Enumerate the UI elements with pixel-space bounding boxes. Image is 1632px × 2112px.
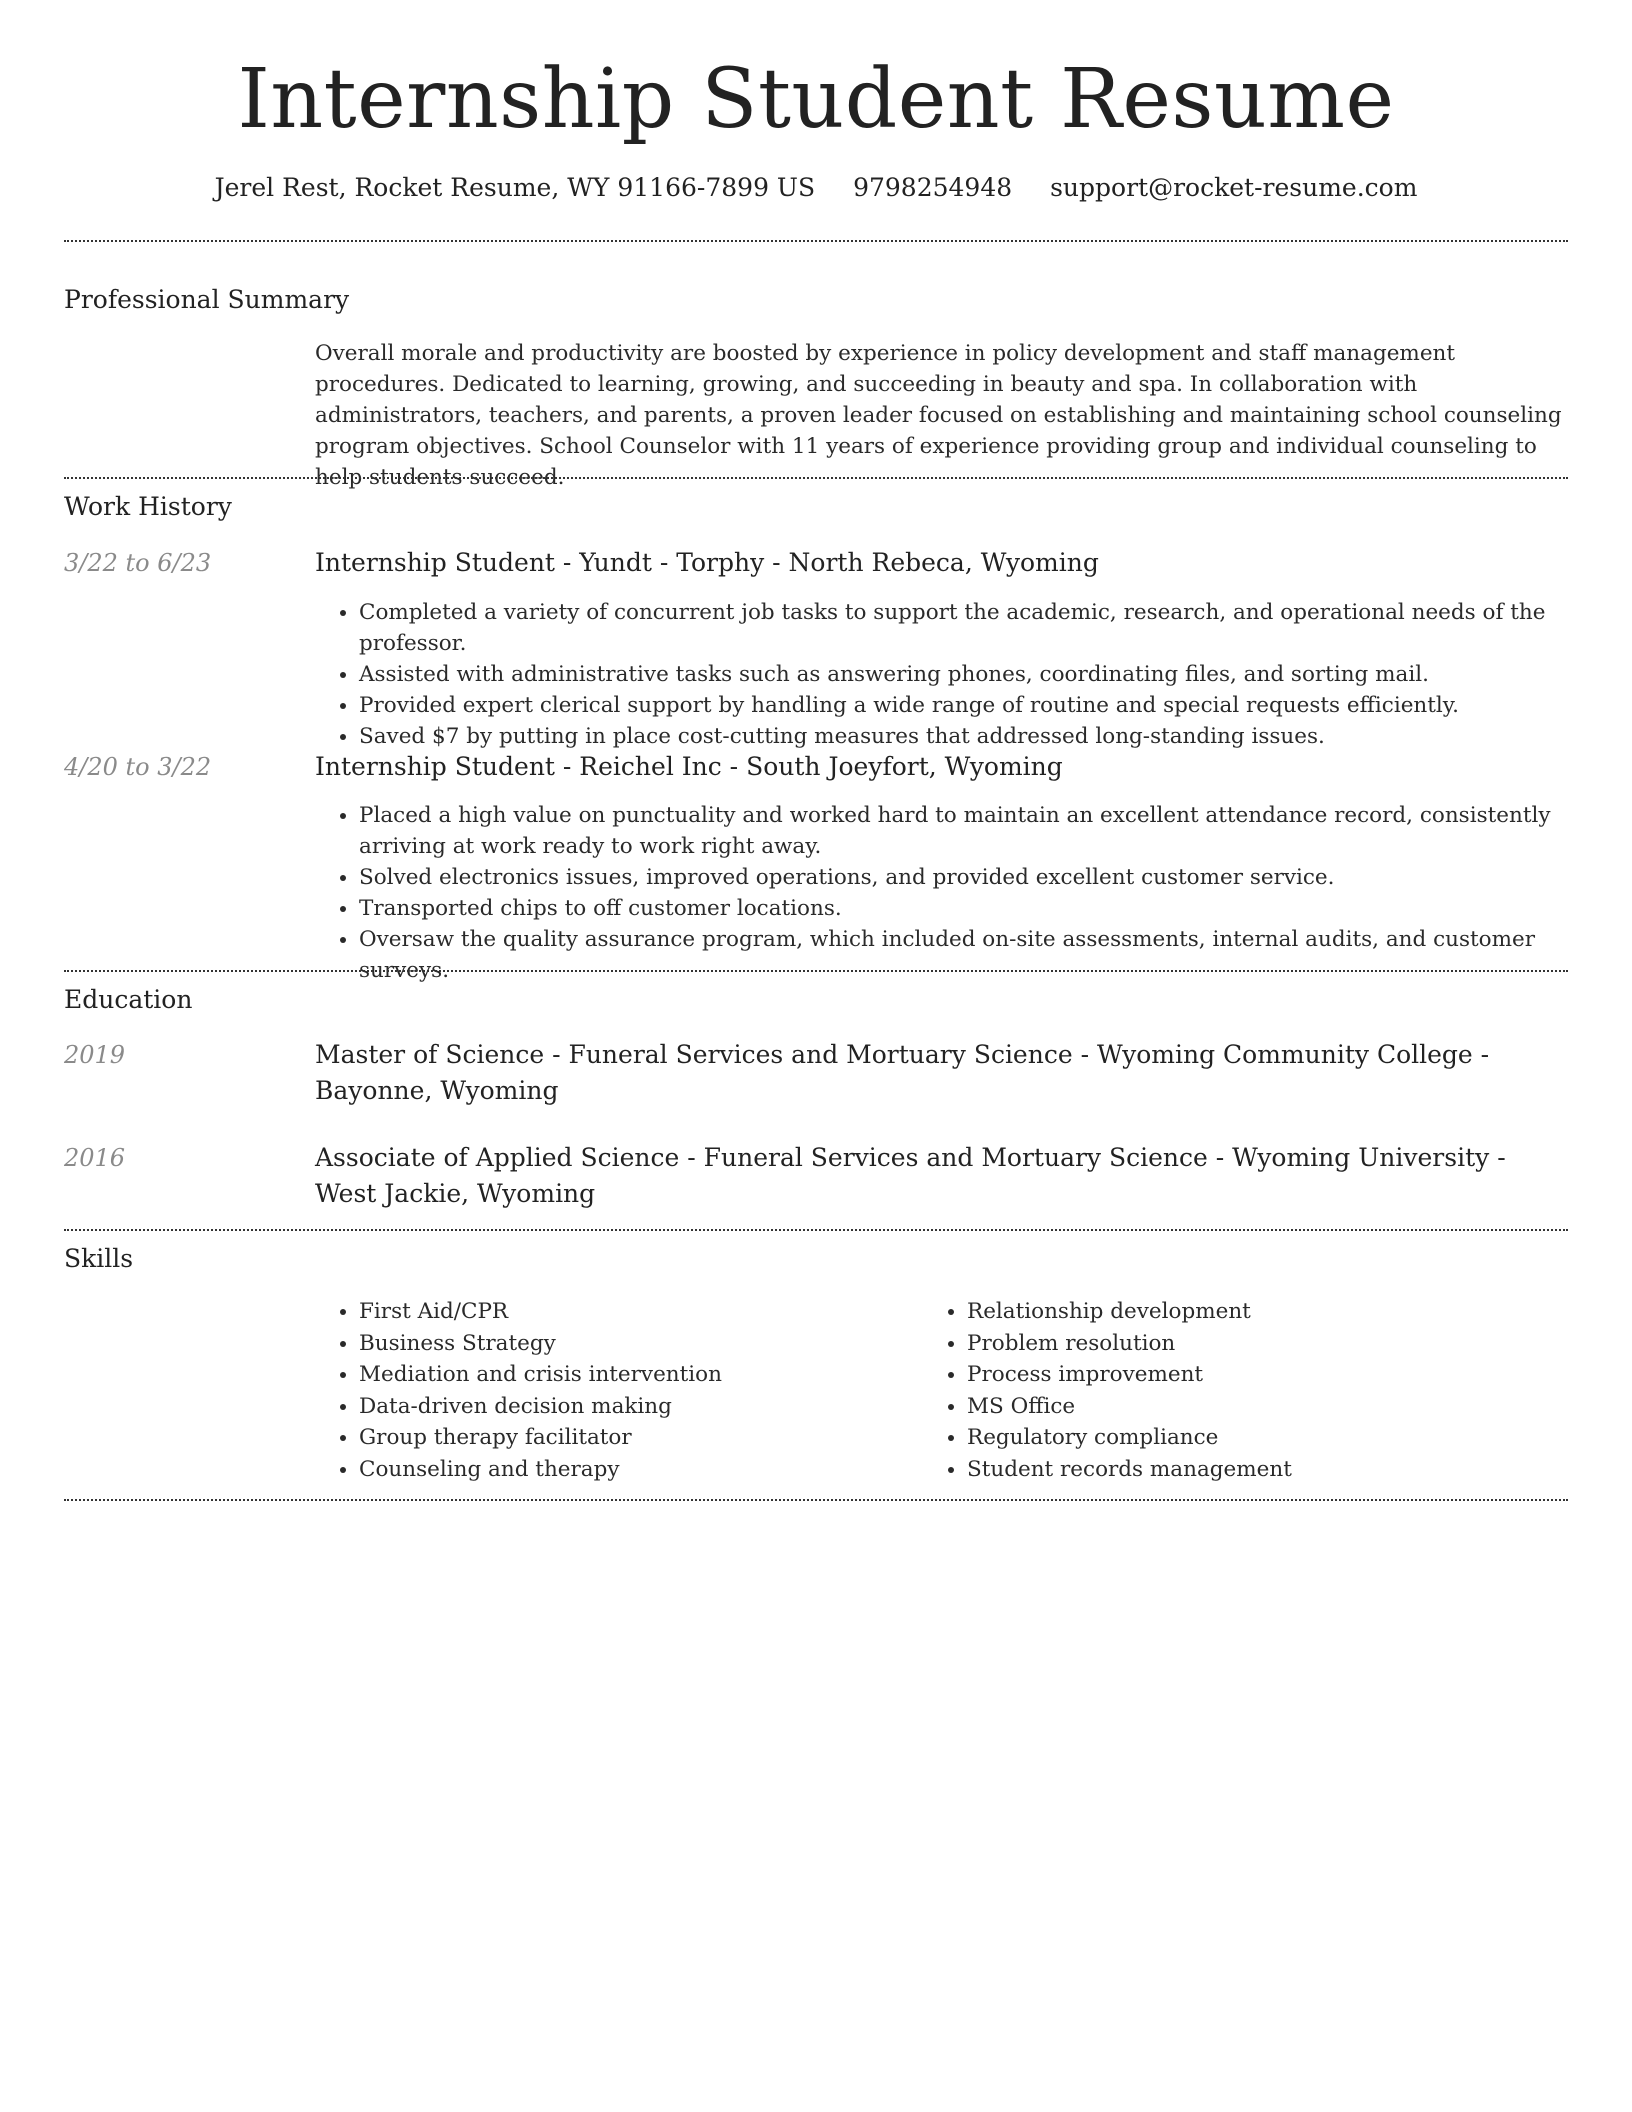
list-item: • Business Strategy (359, 1328, 915, 1360)
education-degree: Master of Science - Funeral Services and Mortuary Science - Wyoming Community College - Bayonne, Wyoming (315, 1040, 1490, 1105)
skills-heading: Skills (64, 1244, 134, 1273)
section-divider (64, 970, 1568, 972)
contact-address: Jerel Rest, Rocket Resume, WY 91166-7899 US (214, 173, 816, 202)
list-item: • Solved electronics issues, improved operations, and provided excellent customer service. (359, 862, 1568, 893)
list-item: • Data-driven decision making (359, 1391, 915, 1423)
section-divider (64, 1229, 1568, 1231)
job-dates: 3/22 to 6/23 (64, 549, 212, 577)
list-item: • First Aid/CPR (359, 1296, 915, 1328)
section-divider (64, 477, 1568, 479)
section-divider (64, 1499, 1568, 1501)
list-item: • Problem resolution (967, 1328, 1523, 1360)
summary-text: Overall morale and productivity are boosted by experience in policy development and staff management procedures. Dedicated to learning, growing, and succeeding in beauty and spa. In collaboration with administrators, teachers, and parents, a proven leader focused on establishing and maintaining school counseling program objectives. School Counselor with 11 years of experience providing group and individual counseling to help students succeed. (315, 341, 1562, 490)
job-duties-list (315, 597, 1568, 752)
contact-line (64, 171, 1568, 205)
list-item: • Placed a high value on punctuality and worked hard to maintain an excellent attendance record, consistently arriving at work ready to work right away. (359, 800, 1568, 862)
skills-list-left (315, 1296, 915, 1485)
list-item: • Regulatory compliance (967, 1422, 1523, 1454)
list-item: • Oversaw the quality assurance program, which included on-site assessments, internal audits, and customer surveys. (359, 924, 1568, 986)
work-history-heading: Work History (64, 492, 232, 521)
list-item: • Counseling and therapy (359, 1454, 915, 1486)
list-item: • Saved $7 by putting in place cost-cutting measures that addressed long-standing issues. (359, 721, 1568, 752)
education-degree: Associate of Applied Science - Funeral Services and Mortuary Science - Wyoming University - West Jackie, Wyoming (315, 1143, 1506, 1208)
education-heading: Education (64, 985, 193, 1014)
job-title: Internship Student - Reichel Inc - South Joeyfort, Wyoming (315, 752, 1063, 781)
list-item: • Mediation and crisis intervention (359, 1359, 915, 1391)
education-year: 2019 (64, 1041, 126, 1069)
list-item: • Group therapy facilitator (359, 1422, 915, 1454)
education-year: 2016 (64, 1144, 126, 1172)
list-item: • Transported chips to off customer locations. (359, 893, 1568, 924)
contact-email: support@rocket-resume.com (1050, 173, 1418, 202)
list-item: • Provided expert clerical support by handling a wide range of routine and special requests efficiently. (359, 690, 1568, 721)
list-item: • Student records management (967, 1454, 1523, 1486)
job-title: Internship Student - Yundt - Torphy - North Rebeca, Wyoming (315, 548, 1099, 577)
contact-phone: 9798254948 (853, 173, 1013, 202)
job-dates: 4/20 to 3/22 (64, 753, 212, 781)
list-item: • Process improvement (967, 1359, 1523, 1391)
list-item: • Completed a variety of concurrent job tasks to support the academic, research, and operational needs of the professor. (359, 597, 1568, 659)
section-divider (64, 240, 1568, 242)
resume-title: Internship Student Resume (237, 52, 1395, 147)
job-duties-list (315, 800, 1568, 986)
skills-list-right (923, 1296, 1523, 1485)
list-item: • Assisted with administrative tasks such as answering phones, coordinating files, and sorting mail. (359, 659, 1568, 690)
list-item: • Relationship development (967, 1296, 1523, 1328)
list-item: • MS Office (967, 1391, 1523, 1423)
summary-heading: Professional Summary (64, 285, 350, 314)
